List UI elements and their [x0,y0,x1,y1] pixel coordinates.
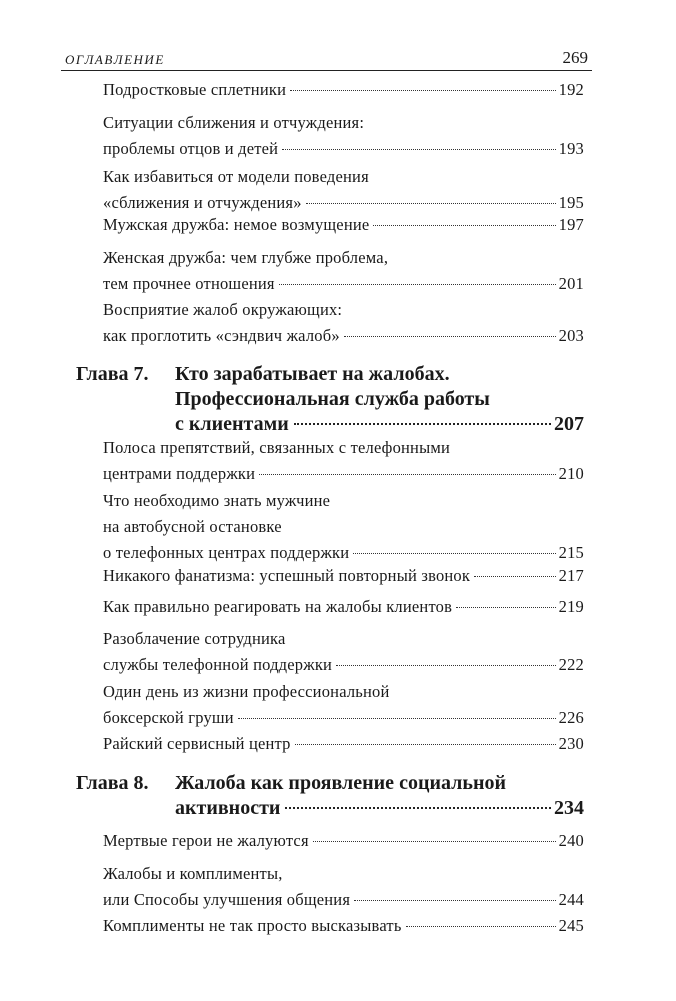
toc-entry-title: боксерской груши [103,708,234,727]
toc-entry-title: о телефонных центрах поддержки [103,543,350,562]
toc-entry [103,563,584,589]
toc-entry-page: 193 [558,139,584,158]
toc-entry [103,110,584,162]
toc-entry-title: Разоблачение сотрудника [103,629,286,648]
toc-entry-title: Мужская дружба: немое возмущение [103,215,370,234]
toc-entry [103,297,584,349]
dot-leader [306,203,556,204]
toc-entry-page: 245 [558,916,584,935]
toc-entry [103,861,584,913]
toc-entry-page: 195 [558,193,584,212]
dot-leader [282,149,555,150]
toc-entry-page: 219 [558,597,584,616]
toc-entry-title: как проглотить «сэндвич жалоб» [103,326,340,345]
toc-entry-title: Восприятие жалоб окружающих: [103,300,343,319]
dot-leader [238,718,556,719]
toc-entry-title: Полоса препятствий, связанных с телефонными [103,438,451,457]
toc-entry [103,731,584,757]
toc-entry [103,435,584,487]
dot-leader [290,90,556,91]
toc-entry-page: 230 [558,734,584,753]
chapter-page: 234 [554,797,584,819]
toc-entry [103,245,584,297]
toc-entry-page: 240 [558,831,584,850]
toc-entry-title: Как избавиться от модели поведения [103,167,369,186]
toc-entry [103,212,584,238]
toc-entry-title: Мертвые герои не жалуются [103,831,309,850]
dot-leader [294,423,551,425]
toc-entry-title: Подростковые сплетники [103,80,287,99]
dot-leader [344,336,556,337]
toc-entry-title: Как правильно реагировать на жалобы клиентов [103,597,453,616]
dot-leader [474,576,556,577]
toc-entry-page: 215 [558,543,584,562]
toc-entry-title: Один день из жизни профессиональной [103,682,390,701]
toc-entry-page: 201 [558,274,584,293]
dot-leader [295,744,556,745]
toc-entry-page: 244 [558,890,584,909]
toc-entry [103,679,584,731]
dot-leader [373,225,555,226]
running-header [61,50,592,71]
dot-leader [406,926,556,927]
chapter-title: Кто зарабатывает на жалобах. [175,363,450,385]
toc-entry-title: тем прочнее отношения [103,274,275,293]
chapter-page: 207 [554,413,584,435]
toc-entry-page: 192 [558,80,584,99]
toc-entry-page: 226 [558,708,584,727]
chapter-title: Жалоба как проявление социальной [175,772,507,794]
toc-entry [103,913,584,939]
toc-entry [103,488,584,566]
toc-entry-title: Комплименты не так просто высказывать [103,916,402,935]
dot-leader [285,807,551,809]
toc-entry-title: службы телефонной поддержки [103,655,333,674]
dot-leader [336,665,556,666]
toc-entry-page: 203 [558,326,584,345]
dot-leader [456,607,556,608]
chapter-label: Глава 8. [76,772,149,794]
toc-entry-page: 197 [558,215,584,234]
chapter-title: Профессиональная служба работы [175,388,490,410]
chapter-label: Глава 7. [76,363,149,385]
dot-leader [259,474,555,475]
toc-entry [103,164,584,216]
toc-entry-title: центрами поддержки [103,464,256,483]
toc-entry-title: «сближения и отчуждения» [103,193,302,212]
toc-entry-title: Жалобы и комплименты, [103,864,283,883]
toc-entry-title: на автобусной остановке [103,517,282,536]
toc-entry [103,828,584,854]
toc-entry [103,626,584,678]
toc-entry-title: проблемы отцов и детей [103,139,279,158]
dot-leader [353,553,555,554]
dot-leader [354,900,556,901]
toc-entry-page: 210 [558,464,584,483]
toc-entry-title: Ситуации сближения и отчуждения: [103,113,365,132]
dot-leader [313,841,556,842]
toc-entry-title: Райский сервисный центр [103,734,291,753]
running-header-title: ОГЛАВЛЕНИЕ [65,52,165,67]
toc-entry-page: 217 [558,566,584,585]
chapter-title: с клиентами [175,413,289,435]
toc-entry-page: 222 [558,655,584,674]
page-number: 269 [562,48,588,67]
toc-entry [103,594,584,620]
toc-entry-title: или Способы улучшения общения [103,890,351,909]
chapter-title: активности [175,797,281,819]
toc-entry-title: Женская дружба: чем глубже проблема, [103,248,389,267]
toc-entry-title: Что необходимо знать мужчине [103,491,331,510]
toc-entry [103,77,584,103]
toc-entry-title: Никакого фанатизма: успешный повторный звонок [103,566,471,585]
dot-leader [279,284,556,285]
